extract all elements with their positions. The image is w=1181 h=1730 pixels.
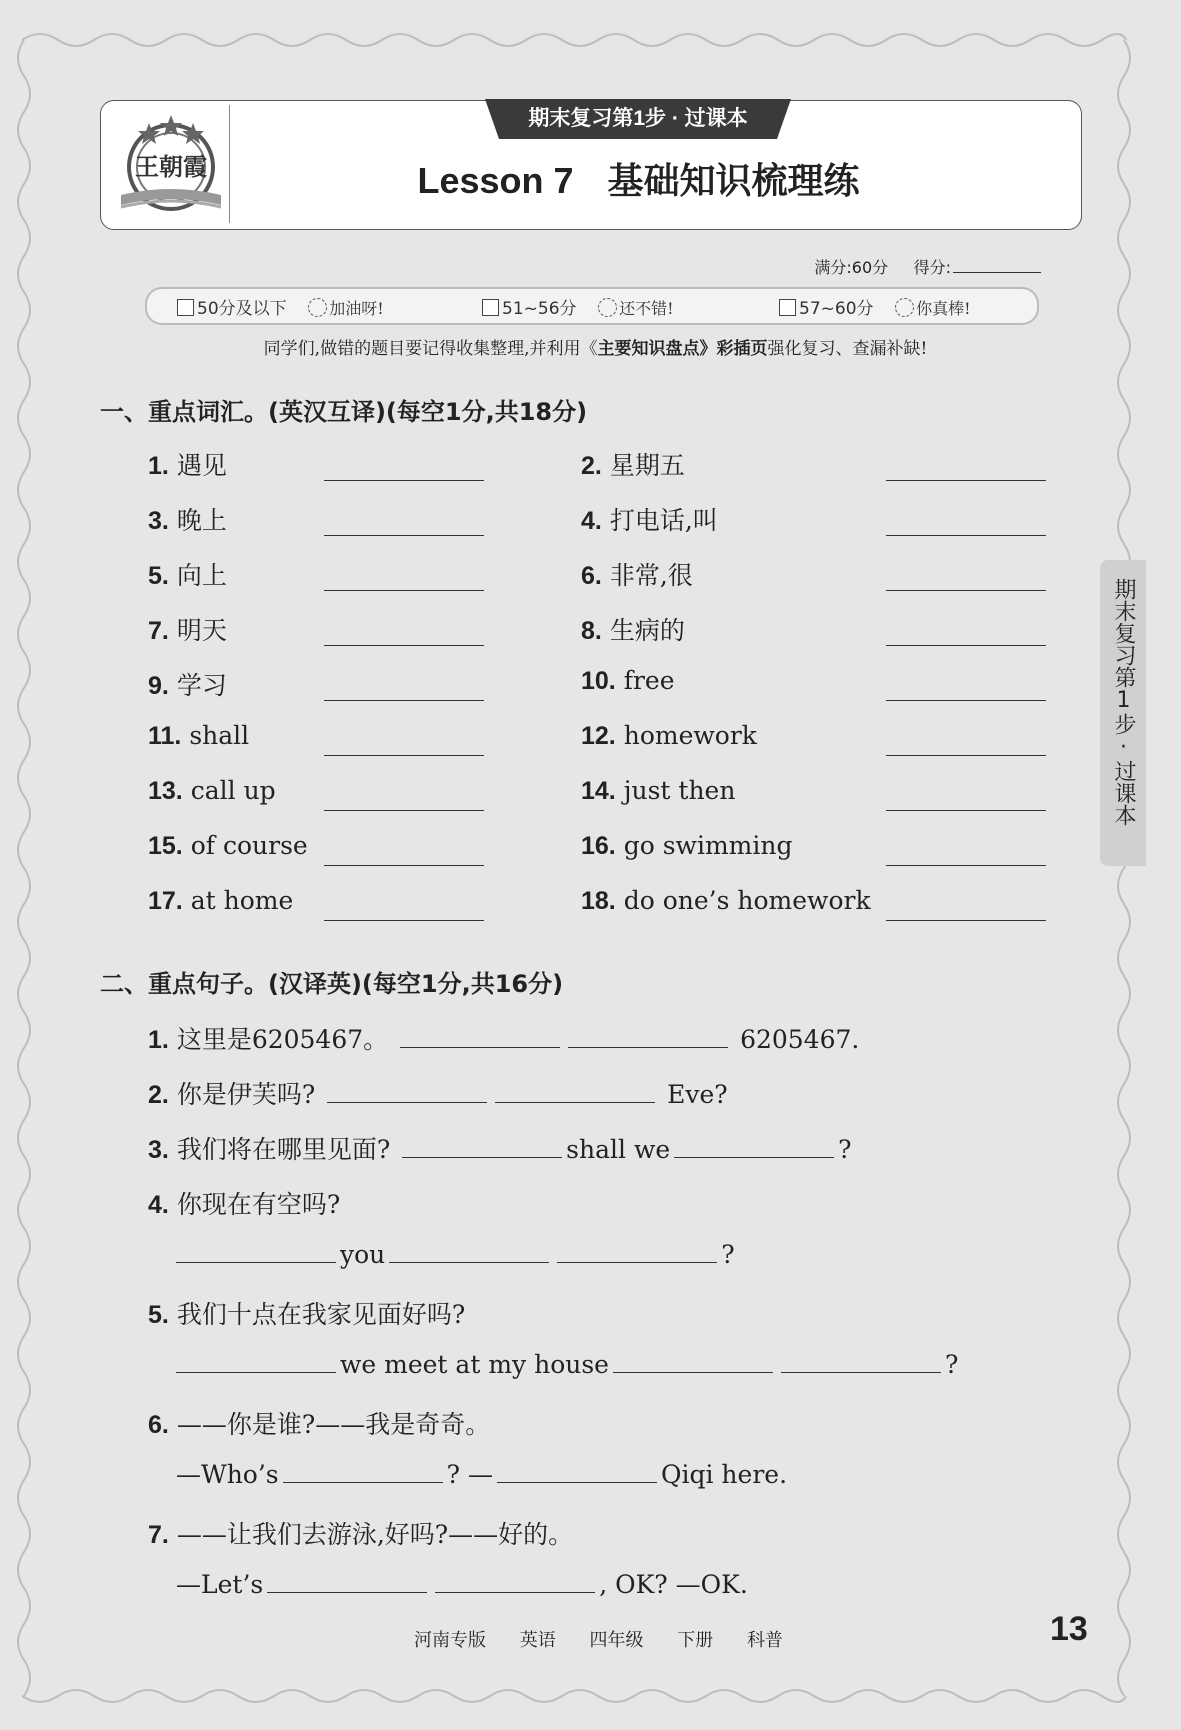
- item-number: 10.: [581, 667, 616, 695]
- item-number: 4.: [581, 507, 602, 535]
- vocab-item: [148, 556, 227, 592]
- footer-grade: 四年级: [589, 1630, 644, 1651]
- sentence-q7-answer: —Let’s , OK? —OK.: [176, 1570, 748, 1599]
- vocab-item: [148, 886, 293, 916]
- answer-blank[interactable]: [886, 919, 1046, 921]
- smile-icon: [308, 298, 327, 317]
- answer-blank[interactable]: [435, 1570, 595, 1593]
- answer-blank[interactable]: [402, 1135, 562, 1158]
- item-number: 8.: [581, 617, 602, 645]
- answer-blank[interactable]: [886, 864, 1046, 866]
- rating-bar: [145, 287, 1039, 325]
- footer-region: 河南专版: [414, 1630, 486, 1651]
- item-number: 16.: [581, 832, 616, 860]
- answer-blank[interactable]: [886, 479, 1046, 481]
- item-number: 13.: [148, 777, 183, 805]
- item-prompt: call up: [190, 776, 276, 805]
- vocab-item: [148, 831, 308, 861]
- sentence-q3: 3. 我们将在哪里见面? shall we ?: [148, 1135, 852, 1164]
- sentence-q6-answer: —Who’s ? — Qiqi here.: [176, 1460, 788, 1489]
- item-number: 14.: [581, 777, 616, 805]
- smile-icon: [895, 298, 914, 317]
- item-prompt: free: [623, 666, 675, 695]
- answer-blank[interactable]: [267, 1570, 427, 1593]
- page-title: [101, 153, 1081, 204]
- lesson-subtitle: 基础知识梳理练: [607, 160, 860, 201]
- vocab-item: [581, 556, 693, 592]
- lesson-label: Lesson 7: [417, 160, 574, 201]
- sentence-q4: 4. 你现在有空吗?: [148, 1190, 341, 1219]
- side-tab: [1100, 560, 1146, 866]
- item-prompt: just then: [623, 776, 736, 805]
- footer-subject: 英语: [519, 1630, 556, 1651]
- item-number: 9.: [148, 672, 169, 700]
- vocab-item: [148, 446, 227, 482]
- checkbox[interactable]: [177, 299, 194, 316]
- vocab-item: [581, 776, 735, 806]
- got-score-blank[interactable]: [953, 272, 1041, 273]
- answer-blank[interactable]: [400, 1025, 560, 1048]
- item-number: 17.: [148, 887, 183, 915]
- item-prompt: 明天: [176, 616, 227, 645]
- answer-blank[interactable]: [886, 644, 1046, 646]
- item-prompt: do one’s homework: [623, 886, 871, 915]
- answer-blank[interactable]: [176, 1240, 336, 1263]
- answer-blank[interactable]: [497, 1460, 657, 1483]
- got-score-label: 得分:: [913, 258, 951, 277]
- answer-blank[interactable]: [324, 754, 484, 756]
- section1-title: 一、重点词汇。(英汉互译)(每空1分,共18分): [100, 398, 588, 426]
- study-note: 同学们,做错的题目要记得收集整理,并利用《主要知识盘点》彩插页强化复习、查漏补缺!: [263, 339, 928, 359]
- checkbox[interactable]: [482, 299, 499, 316]
- step-banner: [485, 99, 791, 139]
- item-prompt: 遇见: [176, 451, 227, 480]
- vocab-item: [581, 611, 685, 647]
- item-prompt: at home: [190, 886, 294, 915]
- item-number: 12.: [581, 722, 616, 750]
- lesson-header: [100, 100, 1082, 230]
- answer-blank[interactable]: [568, 1025, 728, 1048]
- item-number: 1.: [148, 452, 169, 480]
- vocab-item: [148, 721, 249, 751]
- sentence-q7: 7. ——让我们去游泳,好吗?——好的。: [148, 1520, 574, 1549]
- answer-blank[interactable]: [557, 1240, 717, 1263]
- item-prompt: of course: [190, 831, 308, 860]
- item-number: 15.: [148, 832, 183, 860]
- svg-text:王朝霞: 王朝霞: [135, 152, 207, 181]
- item-prompt: shall: [189, 721, 250, 750]
- answer-blank[interactable]: [324, 699, 484, 701]
- answer-blank[interactable]: [389, 1240, 549, 1263]
- item-prompt: homework: [623, 721, 757, 750]
- vocab-item: [148, 501, 227, 537]
- rating-option: 57~60分 你真棒!: [779, 294, 971, 319]
- sentence-q5-answer: we meet at my house ?: [176, 1350, 958, 1379]
- item-prompt: 晚上: [176, 506, 227, 535]
- answer-blank[interactable]: [495, 1080, 655, 1103]
- item-number: 18.: [581, 887, 616, 915]
- answer-blank[interactable]: [613, 1350, 773, 1373]
- rating-option: 50分及以下 加油呀!: [177, 294, 384, 319]
- item-number: 5.: [148, 562, 169, 590]
- sentence-q5: 5. 我们十点在我家见面好吗?: [148, 1300, 466, 1329]
- full-score: 满分:60分: [814, 258, 889, 277]
- answer-blank[interactable]: [324, 864, 484, 866]
- answer-blank[interactable]: [176, 1350, 336, 1373]
- checkbox[interactable]: [779, 299, 796, 316]
- item-prompt: go swimming: [623, 831, 793, 860]
- item-number: 6.: [581, 562, 602, 590]
- rating-option: 51~56分 还不错!: [482, 294, 674, 319]
- vocab-item: [581, 666, 675, 696]
- answer-blank[interactable]: [324, 589, 484, 591]
- sentence-q4-answer: you ?: [176, 1240, 735, 1269]
- item-prompt: 向上: [176, 561, 227, 590]
- vocab-item: [581, 501, 718, 537]
- item-prompt: 生病的: [609, 616, 685, 645]
- footer-publisher: 科普: [746, 1630, 783, 1651]
- answer-blank[interactable]: [324, 644, 484, 646]
- smile-icon: [598, 298, 617, 317]
- section2-title: 二、重点句子。(汉译英)(每空1分,共16分): [100, 970, 564, 998]
- item-number: 3.: [148, 507, 169, 535]
- footer: [414, 1626, 799, 1652]
- item-prompt: 学习: [176, 671, 227, 700]
- footer-volume: 下册: [677, 1630, 714, 1651]
- vocab-item: [581, 721, 757, 751]
- sentence-q2: 2. 你是伊芙吗? Eve?: [148, 1080, 728, 1109]
- vocab-item: [581, 886, 871, 916]
- item-prompt: 星期五: [609, 451, 685, 480]
- item-prompt: 打电话,叫: [609, 506, 718, 535]
- answer-blank[interactable]: [324, 479, 484, 481]
- answer-blank[interactable]: [324, 534, 484, 536]
- answer-blank[interactable]: [886, 534, 1046, 536]
- answer-blank[interactable]: [327, 1080, 487, 1103]
- score-line: [814, 255, 1041, 278]
- answer-blank[interactable]: [674, 1135, 834, 1158]
- item-number: 7.: [148, 617, 169, 645]
- vocab-item: [148, 776, 276, 806]
- sentence-q6: 6. ——你是谁?——我是奇奇。: [148, 1410, 491, 1439]
- step-banner-text: 期末复习第1步 · 过课本: [528, 107, 748, 130]
- answer-blank[interactable]: [886, 699, 1046, 701]
- answer-blank[interactable]: [886, 754, 1046, 756]
- vocab-item: [148, 611, 227, 647]
- vocab-item: [581, 831, 792, 861]
- answer-blank[interactable]: [283, 1460, 443, 1483]
- answer-blank[interactable]: [781, 1350, 941, 1373]
- answer-blank[interactable]: [324, 919, 484, 921]
- item-number: 11.: [148, 722, 182, 750]
- sentence-q1: 1. 这里是6205467。 6205467.: [148, 1025, 860, 1054]
- vocab-item: [581, 446, 685, 482]
- item-number: 2.: [581, 452, 602, 480]
- answer-blank[interactable]: [324, 809, 484, 811]
- side-tab-text: 期末复习第1步·过课本: [1111, 578, 1136, 826]
- answer-blank[interactable]: [886, 809, 1046, 811]
- item-prompt: 非常,很: [609, 561, 693, 590]
- answer-blank[interactable]: [886, 589, 1046, 591]
- vocab-item: [148, 666, 227, 702]
- page-number: 13: [1050, 1610, 1088, 1648]
